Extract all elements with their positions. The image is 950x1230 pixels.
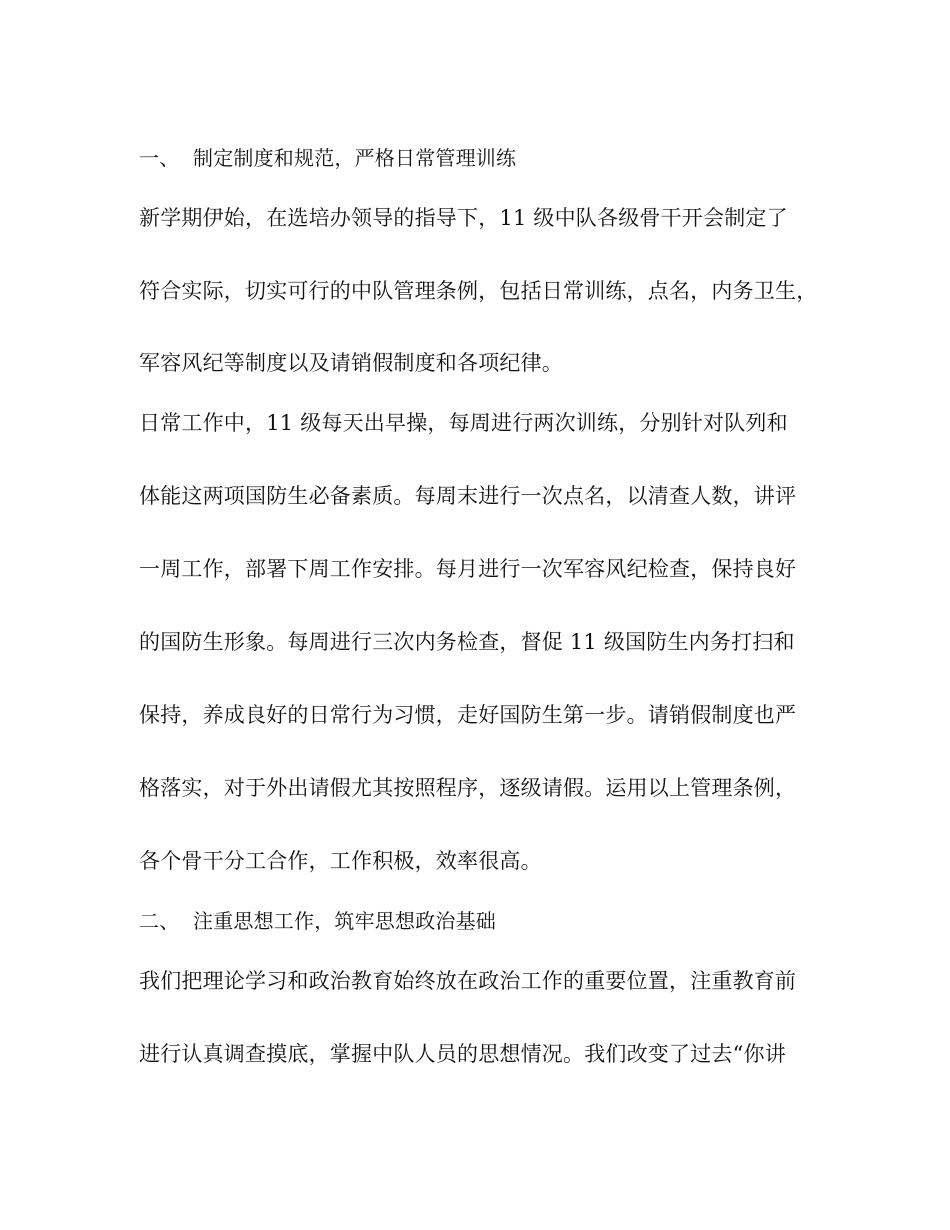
section-1-para-1-line-1: 新学期伊始，在选培办领导的指导下，11 级中队各级骨干开会制定了	[139, 206, 788, 230]
section-2-heading	[139, 908, 496, 934]
section-2-para-1-line-2: 进行认真调查摸底，掌握中队人员的思想情况。我们改变了过去“你讲	[139, 1042, 786, 1066]
section-1-title: 制定制度和规范，严格日常管理训练	[193, 146, 517, 170]
section-1-para-2-line-6: 格落实，对于外出请假尤其按照程序，逐级请假。运用以上管理条例，	[139, 776, 797, 800]
section-1-para-1-line-3: 军容风纪等制度以及请销假制度和各项纪律。	[139, 351, 563, 375]
section-1-para-2-line-3: 一周工作，部署下周工作安排。每月进行一次军容风纪检查，保持良好	[139, 557, 797, 581]
section-1-para-2-line-7: 各个骨干分工合作，工作积极，效率很高。	[139, 849, 542, 873]
section-1-number: 一、	[139, 146, 180, 170]
section-1-para-1-line-2: 符合实际，切实可行的中队管理条例，包括日常训练，点名，内务卫生，	[139, 279, 818, 303]
section-2-title: 注重思想工作，筑牢思想政治基础	[193, 909, 496, 933]
section-2-para-1-line-1: 我们把理论学习和政治教育始终放在政治工作的重要位置，注重教育前	[139, 969, 797, 993]
section-1-heading	[139, 145, 516, 171]
section-1-para-2-line-1: 日常工作中，11 级每天出早操，每周进行两次训练，分别针对队列和	[139, 411, 788, 435]
section-1-para-2-line-4: 的国防生形象。每周进行三次内务检查，督促 11 级国防生内务打扫和	[139, 630, 795, 654]
section-2-number: 二、	[139, 909, 180, 933]
section-1-para-2-line-5: 保持，养成良好的日常行为习惯，走好国防生第一步。请销假制度也严	[139, 703, 797, 727]
section-1-para-2-line-2: 体能这两项国防生必备素质。每周末进行一次点名，以清查人数，讲评	[139, 484, 797, 508]
